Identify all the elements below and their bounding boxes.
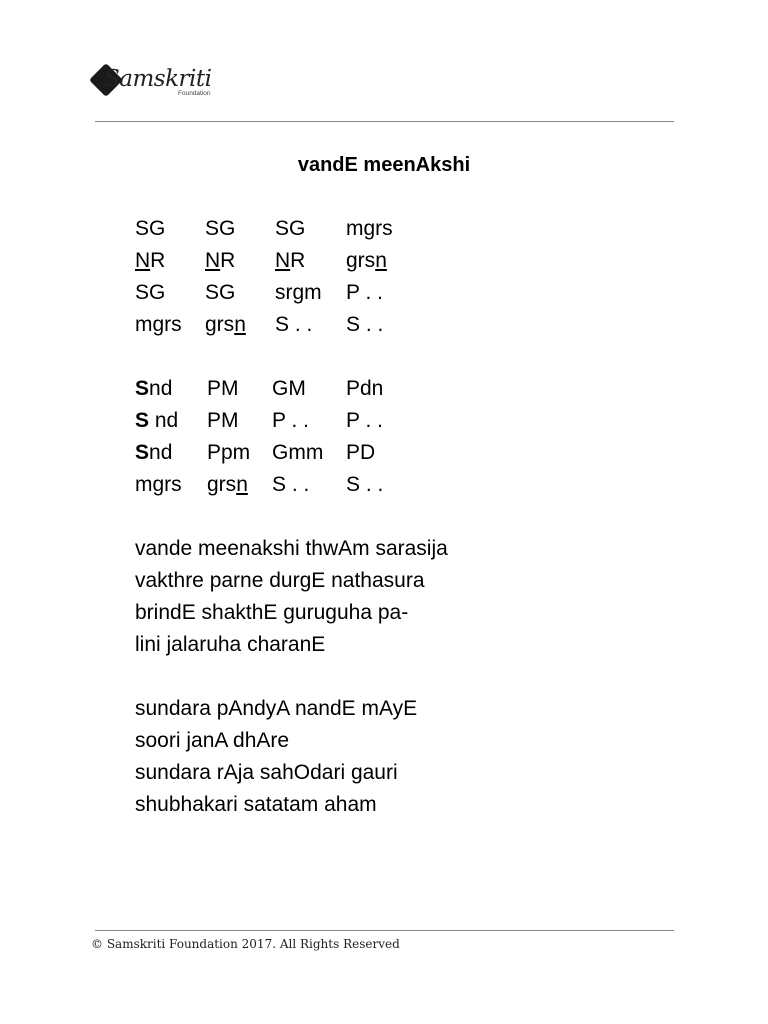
swara-cell [272, 375, 306, 403]
swara-text: nd [149, 441, 173, 464]
logo-subtitle: Foundation [178, 90, 211, 97]
swara-cell [135, 247, 165, 275]
swara-cell [346, 375, 383, 403]
footer-divider [95, 930, 674, 931]
swara-cell [135, 215, 165, 243]
swara-cell [205, 215, 235, 243]
lyric-line: shubhakari satatam aham [135, 793, 377, 816]
swara-cell [135, 311, 182, 339]
logo-name: Samskriti [104, 66, 212, 92]
swara-text: mgrs [135, 313, 182, 336]
page-title: vandE meenAkshi [297, 154, 471, 176]
swara-cell [275, 247, 305, 275]
swara-text: Gmm [272, 441, 324, 464]
lyric-line: sundara rAja sahOdari gauri [135, 761, 398, 784]
swara-text: N [205, 249, 221, 272]
swara-cell [346, 215, 393, 243]
swara-cell [275, 279, 322, 307]
swara-text: SG [275, 217, 306, 240]
lyric-line: sundara pAndyA nandE mAyE [135, 697, 418, 720]
copyright-footer: © Samskriti Foundation 2017. All Rights Reserved [91, 937, 400, 951]
swara-text: S [135, 441, 150, 464]
swara-cell [275, 215, 305, 243]
swara-cell [135, 279, 165, 307]
swara-cell [346, 407, 383, 435]
swara-cell [207, 471, 248, 499]
swara-text: R [150, 249, 166, 272]
swara-cell [205, 279, 235, 307]
swara-text: R [290, 249, 306, 272]
swara-text: SG [135, 281, 166, 304]
swara-text: N [135, 249, 151, 272]
swara-text: PM [207, 377, 239, 400]
swara-text: grs [207, 473, 237, 496]
swara-cell [205, 247, 235, 275]
swara-text: P . . [346, 281, 383, 304]
swara-text: P . . [346, 409, 383, 432]
lyric-line: brindE shakthE guruguha pa- [135, 601, 409, 624]
swara-text: nd [149, 409, 179, 432]
swara-cell [135, 407, 178, 435]
lyric-line: vakthre parne durgE nathasura [135, 569, 425, 592]
swara-text: SG [135, 217, 166, 240]
swara-cell [207, 439, 250, 467]
swara-text: PM [207, 409, 239, 432]
swara-text: S . . [346, 313, 384, 336]
swara-text: R [220, 249, 236, 272]
swara-cell [272, 407, 309, 435]
swara-text: n [234, 313, 246, 336]
swara-cell [135, 471, 182, 499]
swara-text: S . . [346, 473, 384, 496]
swara-text: mgrs [346, 217, 393, 240]
swara-text: PD [346, 441, 376, 464]
swara-cell [272, 439, 323, 467]
swara-cell [205, 311, 246, 339]
swara-cell [346, 311, 383, 339]
lyrics-stanza-2 [135, 693, 417, 821]
swara-text: P . . [272, 409, 309, 432]
swara-text: mgrs [135, 473, 182, 496]
swara-cell [275, 311, 312, 339]
swara-text: S . . [272, 473, 310, 496]
swara-text: grs [205, 313, 235, 336]
swara-cell [272, 471, 309, 499]
swara-cell [207, 407, 239, 435]
lyric-line: lini jalaruha charanE [135, 633, 326, 656]
swara-text: SG [205, 281, 236, 304]
lyric-line: vande meenakshi thwAm sarasija [135, 537, 448, 560]
swara-text: S [135, 377, 150, 400]
swara-cell [135, 439, 172, 467]
swara-text: grs [346, 249, 376, 272]
swara-text: n [236, 473, 248, 496]
lyric-line: soori janA dhAre [135, 729, 290, 752]
swara-cell [207, 375, 239, 403]
swara-text: N [275, 249, 291, 272]
swara-text: Pdn [346, 377, 384, 400]
lyrics-stanza-1 [135, 533, 448, 661]
swara-text: S . . [275, 313, 313, 336]
swara-text: S [135, 409, 150, 432]
swara-cell [346, 439, 375, 467]
swara-cell [346, 247, 387, 275]
swara-cell [346, 471, 383, 499]
swara-text: srgm [275, 281, 322, 304]
swara-text: nd [149, 377, 173, 400]
swara-text: n [375, 249, 387, 272]
swara-text: GM [272, 377, 306, 400]
swara-cell [135, 375, 172, 403]
swara-cell [346, 279, 383, 307]
swara-text: Ppm [207, 441, 251, 464]
swara-text: SG [205, 217, 236, 240]
